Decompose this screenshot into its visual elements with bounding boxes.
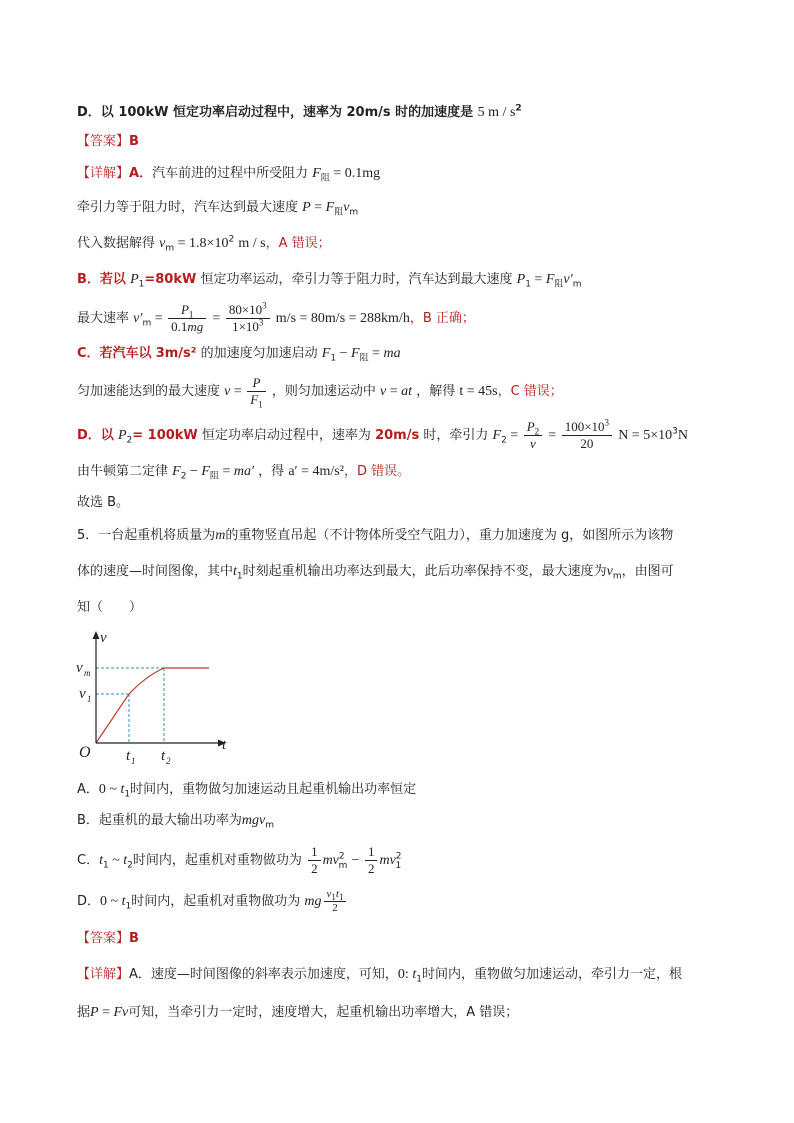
q5-stem-line-3: 知（ ） xyxy=(77,600,143,615)
conclusion-line: 故选 B。 xyxy=(77,495,130,510)
t-axis-label: t xyxy=(222,737,227,753)
q5-answer-line: 【答案】B xyxy=(77,931,139,946)
v-axis-arrow xyxy=(93,631,100,639)
q5-stem-line-2: 体的速度—时间图像，其中$t_1$时刻起重机输出功率达到最大，此后功率保持不变，最大速度为$v_m$，由图可 xyxy=(77,564,674,582)
q5-option-c: C．$t_1$ ~ $t_2$时间内，起重机对重物做功为 $\frac{1}{2}$ $mv^2_m$ − $\frac{1}{2}$ $mv^2_1$ xyxy=(77,844,402,876)
answer-line: 【答案】B xyxy=(77,134,139,149)
detail-line-1: 【详解】A．汽车前进的过程中所受阻力 $F_阻 = 0.1mg$ xyxy=(77,166,381,184)
detail-line-4: B．若以 $P_1=80kW$ 恒定功率运动，牵引力等于阻力时，汽车达到最大速度 $P_1 = F_阻v'_m$ xyxy=(77,272,582,290)
t2-label: t xyxy=(161,748,166,764)
v1-label: v xyxy=(79,686,86,702)
detail-line-6: C．若汽车以 3m/s² 的加速度匀加速启动 $F_1 - F_阻$ = ma xyxy=(77,346,401,364)
v1-label-sub: 1 xyxy=(87,694,92,704)
q5-stem-line-1: 5．一台起重机将质量为m的重物竖直吊起（不计物体所受空气阻力），重力加速度为 g，如图所示为该物 xyxy=(77,528,674,543)
option-d-line: D．以 100kW 恒定功率启动过程中，速率为 20m/s 时的加速度是 5 m / $s^2$ xyxy=(77,103,522,120)
detail-line-2: 牵引力等于阻力时，汽车达到最大速度 $P = F_阻v_m$ xyxy=(77,200,359,218)
q5-option-b: B．起重机的最大输出功率为mgv$_m$ xyxy=(77,813,275,831)
t1-label-sub: 1 xyxy=(131,756,136,766)
detail-line-9: 由牛顿第二定律 $F_2 - F_阻 = ma'$ ，得 a′ = 4m/s²，D 错误。 xyxy=(77,464,411,482)
q5-detail-line-1: 【详解】A．速度—时间图像的斜率表示加速度，可知，0: $t_1$时间内，重物做匀加速运动，牵引力一定，根 xyxy=(77,967,682,985)
t2-label-sub: 2 xyxy=(166,756,171,766)
origin-label: O xyxy=(79,744,91,761)
vm-label-sub: m xyxy=(84,668,91,678)
vm-label: v xyxy=(76,660,83,676)
t1-label: t xyxy=(126,748,131,764)
velocity-time-graph xyxy=(70,628,240,768)
q5-detail-line-2: 据P = Fv可知，当牵引力一定时，速度增大，起重机输出功率增大，A 错误； xyxy=(77,1005,519,1020)
detail-line-3: 代入数据解得 $v_m = 1.8\times 10^2$ m / s，A 错误； xyxy=(77,234,331,254)
detail-line-8: D．以 $P_2= 100kW$ 恒定功率启动过程中，速率为 20m/s 时，牵引力 $F_2$ = $\frac{P_2}{v}$ = $\frac{100\times 10^3}{20}$ $N = 5\times 10^3N$ xyxy=(77,417,688,451)
q5-option-d: D．0 ~ $t_1$时间内，起重机对重物做功为 mg $\frac{v_1t_1}{2}$ xyxy=(77,886,348,918)
velocity-curve xyxy=(96,668,209,743)
detail-line-7: 匀加速能达到的最大速度 v = $\frac{P}{F_1}$ ，则匀加速运动中 v = at ，解得 t = 45s，C 错误； xyxy=(77,375,563,410)
detail-line-5: 最大速率 $v'_m$ = $\frac{P_1}{0.1mg}$ = $\frac{80\times 10^3}{1\times 10^3}$ m/s = 80m/s = 288km/h，B 正确； xyxy=(77,300,475,334)
v-axis-label: v xyxy=(100,630,107,646)
q5-option-a: A．0 ~ $t_1$时间内，重物做匀加速运动且起重机输出功率恒定 xyxy=(77,782,417,800)
